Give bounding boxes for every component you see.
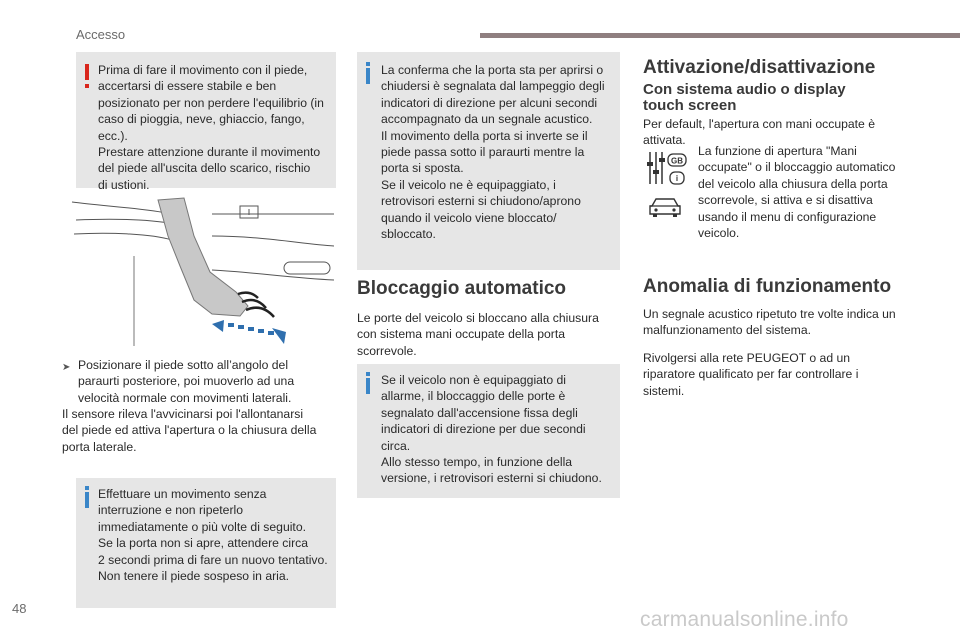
- info-text-col1: Effettuare un movimento senza interruzione e non ripeterlo immediatamente o più volte di seguito. Se la porta non si apre, attendere circa 2 secondi prima di fare un nuovo tentativo. Non tenere il piede sospeso in aria.: [98, 487, 328, 584]
- page-number: 48: [12, 601, 27, 616]
- info-text-col2-top: La conferma che la porta sta per aprirsi o chiudersi è segnalata dal lampeggio degli indicatori di direzione per alcuni secondi accompagnato da un segnale acustico. Il movimento della porta si inverte se il piede passa sotto il paraurti mentre la porta si sposta. Se il veicolo ne è equipaggiato, i retrovisori esterni si chiudono/aprono quando il veicolo viene bloccato/ sbloccato.: [381, 63, 605, 242]
- intro-paragraph: Per default, l'apertura con mani occupate è attivata.: [643, 117, 875, 148]
- auto-lock-paragraph: Le porte del veicolo si bloccano alla chiusura con sistema mani occupate della porta scorrevole.: [357, 311, 599, 358]
- settings-sliders-icon: [646, 150, 690, 186]
- heading-malfunction: Anomalia di funzionamento: [643, 276, 892, 297]
- car-front-icon: [648, 196, 682, 218]
- sensor-paragraph: Il sensore rileva l'avvicinarsi poi l'allontanarsi del piede ed attiva l'apertura o la chiusura della porta laterale.: [62, 407, 317, 454]
- malfunction-paragraph-2: Rivolgersi alla rete PEUGEOT o ad un riparatore qualificato per far controllare i sistemi.: [643, 351, 859, 398]
- info-text-col2-bottom: Se il veicolo non è equipaggiato di allarme, il bloccaggio delle porte è segnalato dall'accensione fissa degli indicatori di direzione per due secondi circa. Allo stesso tempo, in funzione della versione, i retrovisori esterni si chiudono.: [381, 373, 602, 486]
- i-label: i: [675, 174, 679, 183]
- step-text: Posizionare il piede sotto all’angolo del paraurti posteriore, poi muoverlo ad una velocità normale con movimenti laterali.: [78, 358, 295, 405]
- bumper-outline: [72, 202, 172, 214]
- info-box-col2-bottom: [357, 364, 620, 498]
- header-section-label: Accesso: [76, 27, 126, 42]
- warning-icon: [85, 64, 89, 80]
- header-bar: [480, 33, 960, 38]
- motion-arrow: [212, 320, 286, 344]
- info-box-col1: [76, 478, 336, 608]
- warning-text: Prima di fare il movimento con il piede, accertarsi di essere stabile e ben posizionato per non perdere l'equilibrio (in caso di pioggia, neve, ghiaccio, fango, ecc.). Prestare attenzione durante il movimento del piede all'uscita dello scarico, rischio di ustioni.: [98, 63, 324, 192]
- foot-sensor-illustration: [62, 196, 334, 348]
- heading-auto-lock: Bloccaggio automatico: [357, 278, 567, 299]
- leg-shape: [158, 198, 248, 316]
- info-icon: [85, 492, 89, 508]
- step-bullet-icon: ➤: [62, 362, 71, 373]
- info-icon: [366, 68, 370, 84]
- info-icon: [366, 378, 370, 394]
- malfunction-paragraph-1: Un segnale acustico ripetuto tre volte indica un malfunzionamento del sistema.: [643, 307, 896, 338]
- warning-box: [76, 52, 336, 192]
- watermark: carmanualsonline.info: [640, 608, 849, 631]
- heading-activation: Attivazione/disattivazione: [643, 57, 876, 78]
- info-box-col2-top: [357, 52, 620, 270]
- icon-description-text: La funzione di apertura "Mani occupate" o il bloccaggio automatico del veicolo alla chiusura della porta scorrevole, si attiva e si disattiva usando il menu di configurazione veicolo.: [698, 144, 896, 241]
- gb-label: GB: [671, 156, 683, 166]
- subheading-audio-display: Con sistema audio o display touch screen: [643, 81, 846, 114]
